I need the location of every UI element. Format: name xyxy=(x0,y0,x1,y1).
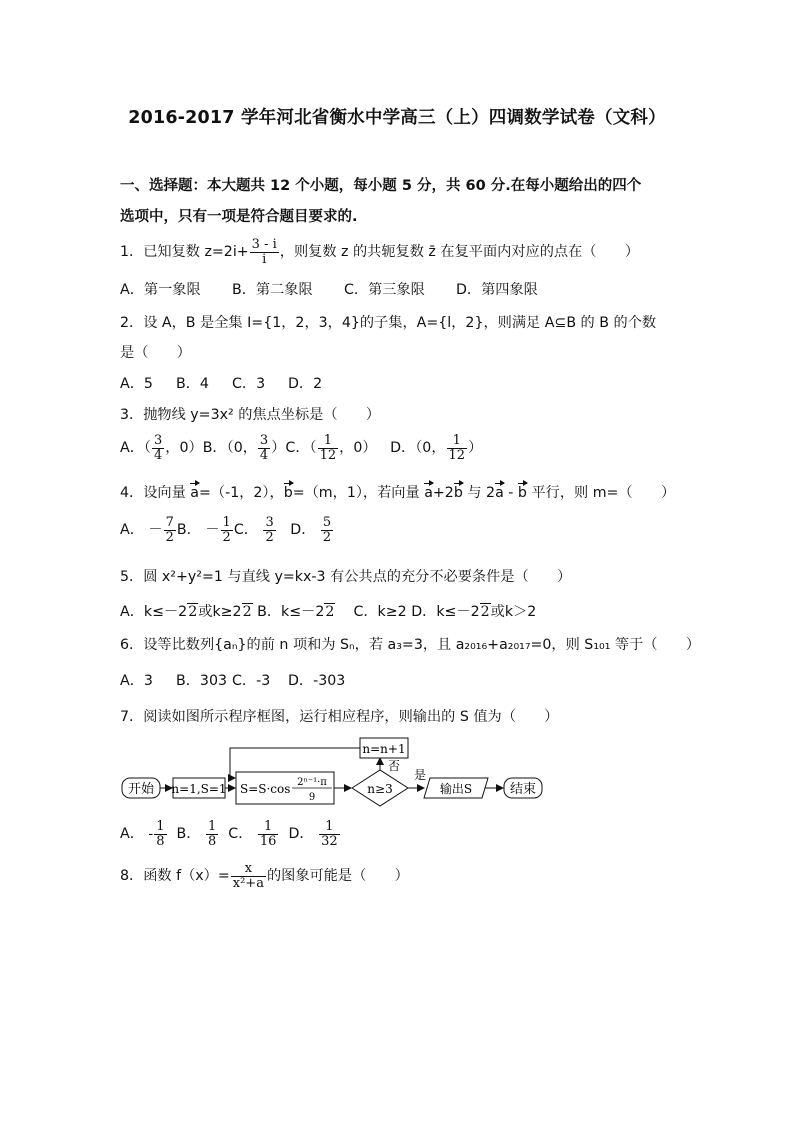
q7-opt-d-frac xyxy=(319,820,340,848)
q7-opt-b-label: B． xyxy=(176,826,201,843)
q8-frac-den: x²+a xyxy=(232,875,264,891)
q4-opt-b-label: B． xyxy=(176,522,201,539)
q1-frac-den: i xyxy=(262,251,267,267)
q7-opt-c-frac xyxy=(258,820,279,848)
q5-opt-d-mid: 或k＞2 xyxy=(490,604,537,620)
question-7-stem: 7．阅读如图所示程序框图，运行相应程序，则输出的 S 值为（ ） xyxy=(120,709,559,725)
q1-option-b[interactable]: B．第二象限 xyxy=(232,282,313,298)
q3-option-a[interactable]: A．（ $\frac{3}{4}$ ，0） xyxy=(120,433,203,463)
q4-opt-b-frac xyxy=(221,516,233,544)
q4-opt-b-minus: － xyxy=(205,522,220,539)
q3-option-c[interactable]: C．（ $\frac{1}{12}$ ，0） xyxy=(285,433,377,463)
q7-opt-a-num: 1 xyxy=(156,819,165,834)
q7-opt-a-frac xyxy=(154,820,166,848)
q5-opt-a-sqrt: 2 xyxy=(188,604,198,620)
q4-opt-d-den: 2 xyxy=(322,529,332,545)
flow-increment-label: n=n+1 xyxy=(362,742,406,756)
q4-option-a[interactable] xyxy=(120,515,177,545)
q1-option-c[interactable]: C．第三象限 xyxy=(344,282,425,298)
q5-opt-b-sqrt: 2 xyxy=(325,604,335,620)
q3-opt-d-den: 12 xyxy=(448,447,466,463)
q8-frac-num: x xyxy=(231,862,266,877)
q4-opt-c-num: 3 xyxy=(265,515,274,530)
flow-init-label: n=1,S=1 xyxy=(171,782,227,796)
q4-option-c[interactable] xyxy=(233,515,277,545)
q4-opt-d-frac xyxy=(321,516,333,544)
flow-yes-label: 是 xyxy=(414,768,427,782)
q7-opt-d-den: 32 xyxy=(321,833,338,849)
q6-option-a[interactable]: A．3 xyxy=(120,673,153,689)
question-2-line2: 是（ ） xyxy=(120,345,191,361)
flow-no-label: 否 xyxy=(388,759,401,773)
question-3-stem: 3．抛物线 y=3x² 的焦点坐标是（ ） xyxy=(120,407,381,423)
q4-opt-a-frac xyxy=(164,516,176,544)
q4-opt-a-num: 7 xyxy=(165,515,174,530)
flow-start-label: 开始 xyxy=(127,782,155,797)
q4-opt-c-label: C． xyxy=(233,522,258,539)
q7-opt-a-minus: - xyxy=(148,826,154,843)
q4-option-d[interactable] xyxy=(290,515,334,545)
question-7-options xyxy=(120,820,341,848)
question-4-stem xyxy=(120,482,675,502)
q3-opt-b-den: 4 xyxy=(259,447,269,463)
q3-opt-c-frac xyxy=(318,434,339,462)
q4-vector-a-2: a xyxy=(424,485,433,501)
question-4-options xyxy=(120,516,334,544)
q6-option-c[interactable]: C．-3 xyxy=(232,673,271,689)
q5-option-a[interactable] xyxy=(120,603,253,620)
q3-opt-c-label: C． xyxy=(285,440,310,457)
q3-opt-d-num: 1 xyxy=(447,434,468,449)
q7-option-d[interactable] xyxy=(288,819,340,849)
q7-opt-b-frac xyxy=(206,820,218,848)
page-title: 2016-2017 学年河北省衡水中学高三（上）四调数学试卷（文科） xyxy=(128,108,666,128)
q7-opt-a-label: A． xyxy=(120,826,144,843)
q7-option-a[interactable] xyxy=(120,819,168,849)
q4-opt-d-num: 5 xyxy=(322,515,332,530)
question-5-stem: 5．圆 x²+y²=1 与直线 y=kx-3 有公共点的充分不必要条件是（ ） xyxy=(120,569,572,585)
q8-pre: 8．函数 f（x）= xyxy=(120,868,230,885)
q7-opt-c-num: 1 xyxy=(258,820,279,835)
question-1-stem xyxy=(120,238,639,266)
question-8-stem xyxy=(120,862,409,890)
question-3-options xyxy=(120,434,482,462)
section-heading-line2: 选项中，只有一项是符合题目要求的. xyxy=(120,209,358,225)
q3-opt-a-frac xyxy=(152,434,164,462)
q7-opt-c-den: 16 xyxy=(259,833,277,849)
q4-opt-c-frac xyxy=(263,516,275,544)
q2-option-a[interactable]: A．5 xyxy=(120,376,153,392)
question-5-options xyxy=(120,601,536,621)
question-2-line1: 2．设 A，B 是全集 I={1，2，3，4}的子集，A={l，2}，则满足 A⊆B 的 B 的个数 xyxy=(120,315,657,331)
q7-option-c[interactable] xyxy=(228,819,279,849)
q7-opt-d-num: 1 xyxy=(319,820,340,835)
q4-expr2: - xyxy=(503,485,518,501)
q4-vector-a: a xyxy=(190,485,199,501)
q4-opt-b-num: 1 xyxy=(222,515,231,530)
section-heading-line1: 一、选择题：本大题共 12 个小题，每小题 5 分，共 60 分.在每小题给出的四个 xyxy=(120,178,642,194)
question-6-stem: 6．设等比数列{aₙ}的前 n 项和为 Sₙ，若 a₃=3，且 a₂₀₁₆+a₂₀₁₇=0，则 S₁₀₁ 等于（ ） xyxy=(120,637,701,653)
q4-option-b[interactable] xyxy=(176,515,234,545)
q4-opt-c-den: 2 xyxy=(265,529,274,545)
q4-mid1: =（-1，2）， xyxy=(199,485,284,501)
q8-fraction xyxy=(231,862,266,890)
q2-option-c[interactable]: C．3 xyxy=(232,376,266,392)
q1-fraction xyxy=(250,238,279,266)
q7-opt-a-den: 8 xyxy=(156,833,165,849)
q1-post: ，则复数 z 的共轭复数 z̄ 在复平面内对应的点在（ ） xyxy=(279,244,640,261)
flow-process-den: 9 xyxy=(308,792,316,803)
q4-mid3: 与 2 xyxy=(462,485,496,501)
q7-opt-b-num: 1 xyxy=(207,819,217,834)
q4-vector-b-2: b xyxy=(453,485,463,501)
q6-option-b[interactable]: B．303 xyxy=(176,673,228,689)
q3-opt-a-den: 4 xyxy=(154,447,163,463)
q3-opt-d-label: D． xyxy=(390,440,416,457)
q2-option-b[interactable]: B．4 xyxy=(176,376,209,392)
q4-vector-b: b xyxy=(283,485,293,501)
question-6-options xyxy=(120,670,345,690)
q3-opt-b-label: B． xyxy=(202,440,227,457)
q3-opt-a-label: A． xyxy=(120,440,144,457)
q4-expr1: +2 xyxy=(432,485,454,501)
q4-vector-b-3: b xyxy=(517,485,527,501)
q4-opt-d-label: D． xyxy=(290,522,316,539)
q5-option-d[interactable] xyxy=(411,603,536,620)
q1-frac-num: 3 - i xyxy=(251,237,277,252)
q4-post: 平行，则 m=（ ） xyxy=(526,485,676,501)
q8-post: 的图象可能是（ ） xyxy=(266,868,409,885)
q4-mid2: =（m，1），若向量 xyxy=(292,485,425,501)
q3-option-d[interactable]: D．（0， $\frac{1}{12}$ ） xyxy=(390,433,483,463)
q3-option-b[interactable]: B．（0， $\frac{3}{4}$ ） xyxy=(202,433,286,463)
q4-opt-a-den: 2 xyxy=(165,529,174,545)
flow-output-label: 输出S xyxy=(439,782,473,796)
q4-opt-a-label: A． xyxy=(120,522,144,539)
q4-vector-a-3: a xyxy=(495,485,504,501)
flowchart xyxy=(118,734,558,812)
q6-option-d[interactable]: D．-303 xyxy=(288,673,346,689)
q7-option-b[interactable] xyxy=(176,819,220,849)
q3-opt-c-den: 12 xyxy=(319,447,337,463)
q3-opt-a-num: 3 xyxy=(154,433,163,448)
q5-opt-c-text: C．k≥2 xyxy=(353,604,407,620)
flow-process-label: S=S·cos xyxy=(240,782,291,796)
q3-opt-b-num: 3 xyxy=(259,433,269,448)
q5-opt-b-text: B．k≤－2 xyxy=(257,604,325,620)
q5-opt-d-sqrt: 2 xyxy=(480,604,490,620)
q5-opt-a-sqrt-2: 2 xyxy=(242,604,252,620)
q4-opt-b-den: 2 xyxy=(222,529,231,545)
q2-option-d[interactable]: D．2 xyxy=(288,376,323,392)
q1-option-a[interactable]: A．第一象限 xyxy=(120,282,201,298)
q4-opt-a-minus: － xyxy=(148,522,163,539)
q3-opt-d-frac xyxy=(447,434,468,462)
q5-opt-a-text: A．k≤－2 xyxy=(120,604,188,620)
q5-opt-a-mid: 或k≥2 xyxy=(198,604,242,620)
question-2-options xyxy=(120,373,322,393)
question-1-options xyxy=(120,279,538,299)
q7-opt-c-label: C． xyxy=(228,826,253,843)
q1-option-d[interactable]: D．第四象限 xyxy=(456,282,538,298)
q5-option-b[interactable] xyxy=(257,603,335,620)
flow-end-label: 结束 xyxy=(509,782,537,797)
q5-opt-d-text: D．k≤－2 xyxy=(411,604,480,620)
q5-option-c[interactable] xyxy=(353,604,406,620)
flow-process-num: 2ⁿ⁻¹·π xyxy=(297,777,327,788)
q3-opt-b-frac xyxy=(258,434,270,462)
q4-pre: 4．设向量 xyxy=(120,485,191,501)
q7-opt-d-label: D． xyxy=(288,826,314,843)
flow-condition-label: n≥3 xyxy=(367,782,393,796)
q3-opt-c-num: 1 xyxy=(318,434,339,449)
q1-pre: 1．已知复数 z=2i+ xyxy=(120,244,249,261)
q7-opt-b-den: 8 xyxy=(207,833,217,849)
